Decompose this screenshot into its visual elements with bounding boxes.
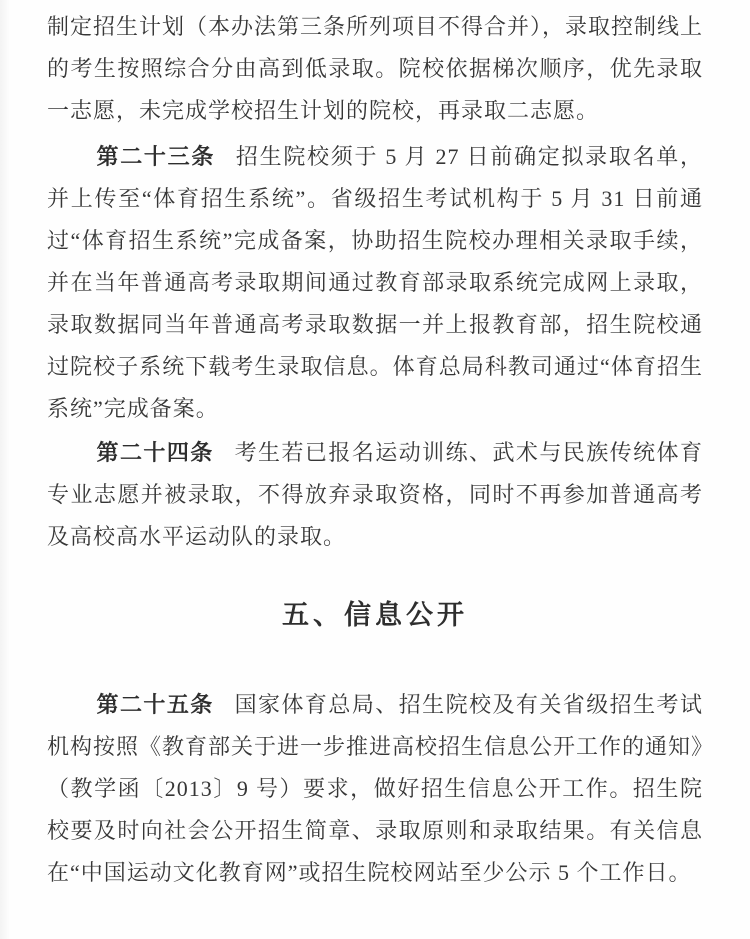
article-number-24: 第二十四条: [96, 440, 214, 465]
article-number-25: 第二十五条: [96, 692, 214, 717]
paragraph-text: 招生院校须于 5 月 27 日前确定拟录取名单，并上传至“体育招生系统”。省级招生考试机构于 5 月 31 日前通过“体育招生系统”完成备案，协助招生院校办理相关录取手续，并在当年普通高考录取期间通过教育部录取系统完成网上录取，录取数据同当年普通高考录取数据一并上报教育部，招生院校通过院校子系统下载考生录取信息。体育总局科教司通过“体育招生系统”完成备案。: [47, 144, 703, 421]
paragraph-article-25: [47, 684, 703, 894]
paragraph-continuation: [47, 6, 703, 132]
paragraph-article-24: [47, 432, 703, 558]
paragraph-text: 国家体育总局、招生院校及有关省级招生考试机构按照《教育部关于进一步推进高校招生信息公开工作的通知》（教学函〔2013〕9 号）要求，做好招生信息公开工作。招生院校要及时向社会公开招生简章、录取原则和录取结果。有关信息在“中国运动文化教育网”或招生院校网站至少公示 5 个工作日。: [47, 692, 704, 885]
section-heading: 五、信息公开: [282, 600, 468, 630]
paragraph-article-23: [47, 136, 703, 430]
article-number-23: 第二十三条: [96, 144, 216, 169]
paragraph-text: 制定招生计划（本办法第三条所列项目不得合并），录取控制线上的考生按照综合分由高到低录取。院校依据梯次顺序，优先录取一志愿，未完成学校招生计划的院校，再录取二志愿。: [47, 14, 704, 123]
paragraph-text: 考生若已报名运动训练、武术与民族传统体育专业志愿并被录取，不得放弃录取资格，同时不再参加普通高考及高校高水平运动队的录取。: [47, 440, 703, 549]
